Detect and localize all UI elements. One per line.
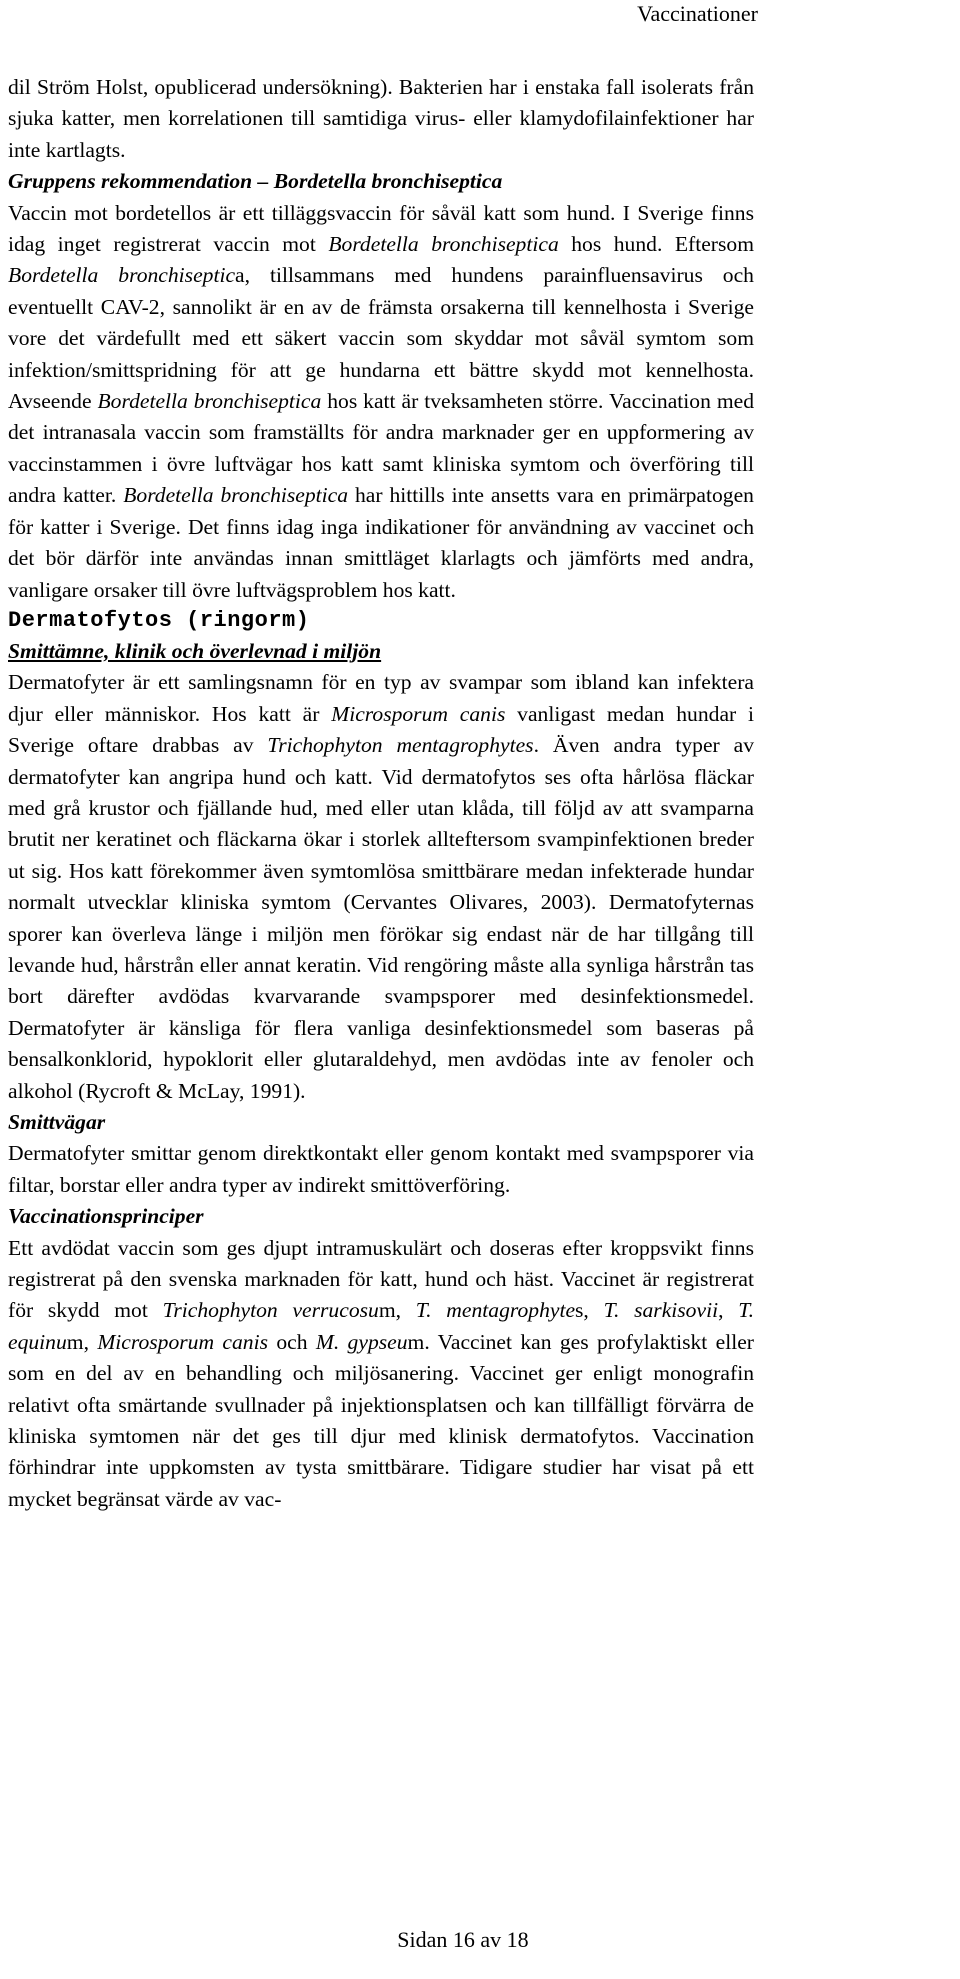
dermatofytos-paragraph-3 xyxy=(8,1233,754,1516)
italic-term: Bordetella bronchiseptica xyxy=(97,389,322,414)
italic-term: Bordetella bronchiseptica xyxy=(123,483,349,508)
text-run: vanligast medan hundar i Sverige oftare drabbas av xyxy=(8,701,755,758)
subheading-smittamne: Smittämne, klinik och överlevnad i miljön xyxy=(8,638,382,663)
section-title-dermatofytos: Dermatofytos (ringorm) xyxy=(8,607,310,633)
italic-term: Trichophyton verrucosu xyxy=(162,1298,379,1323)
text-run: Vaccin mot bordetellos är ett tilläggsvaccin för såväl katt som hund. I Sverige finns idag inget registrerat vaccin mot xyxy=(8,200,754,257)
italic-term: Bordetella bronchiseptica xyxy=(328,232,559,257)
page-body xyxy=(8,72,754,1515)
italic-term: T. sarkisovii xyxy=(603,1298,719,1323)
text-run: m, xyxy=(66,1329,98,1354)
italic-term: T. mentagrophyte xyxy=(415,1298,576,1323)
subheading-smittvagar: Smittvägar xyxy=(8,1110,106,1134)
italic-term: Bordetella bronchiseptic xyxy=(8,263,236,288)
page-footer: Sidan 16 av 18 xyxy=(397,1927,529,1952)
subheading-vaccinationsprinciper: Vaccinationsprinciper xyxy=(8,1204,204,1229)
text-run: hos katt är tveksamheten större. Vaccination med det intranasala vaccin som framställts för andra marknader ger en uppformering av vaccinstammen i övre luftvägar hos katt samt kliniska symtom och överföring till andra katter. xyxy=(8,389,754,508)
text-run: a, tillsammans med hundens parainfluensavirus och eventuellt CAV-2, sannolikt är en av de främsta orsakerna till kennelhosta i Sverige vore det värdefullt med ett säkert vaccin som skyddar mot såväl symtom som infektion/smittspridning för att ge hundarna ett bättre skydd mot kennelhosta. Avseende xyxy=(8,263,754,414)
bordetella-paragraph xyxy=(8,198,754,606)
italic-term: Microsporum canis xyxy=(97,1329,268,1354)
dermatofytos-paragraph-2 xyxy=(8,1138,754,1201)
text-run: och xyxy=(268,1329,316,1354)
text-run: Ett avdödat vaccin som ges djupt intramuskulärt och doseras efter kroppsvikt finns registrerat på den svenska marknaden för katt, hund och häst. Vaccinet är registrerat för skydd mot xyxy=(8,1235,754,1323)
italic-term: Microsporum canis xyxy=(331,701,506,726)
text-run: Dermatofyter är ett samlingsnamn för en typ av svampar som ibland kan infektera djur eller människor. Hos katt är xyxy=(8,670,754,726)
text-run: dil Ström Holst, opublicerad undersökning). Bakterien har i enstaka fall isolerats från sjuka katter, men korrelationen till samtidiga virus- eller klamydofilainfektioner har inte kartlagts. xyxy=(8,75,754,162)
text-run: . Även andra typer av dermatofyter kan angripa hund och katt. Vid dermatofytos ses ofta hårlösa fläckar med grå krustor och fjällande hud, med eller utan klåda, till följd av att svamparna brutit ner keratinet och fläckarna ökar i storlek allteftersom svampinfektionen breder ut sig. Hos katt förekommer även symtomlösa smittbärare medan infekterade hundar normalt utvecklar kliniska symtom (Cervantes Olivares, 2003). Dermatofyternas sporer kan överleva länge i miljön men förökar sig endast när de har tillgång till levande hud, hårstrån eller annat keratin. Vid rengöring måste alla synliga hårstrån tas bort därefter avdödas kvarvarande svampsporer med desinfektionsmedel. Dermatofyter är känsliga för flera vanliga desinfektionsmedel som baseras på bensalkonklorid, hypoklorit eller glutaraldehyd, men avdödas inte av fenoler och alkohol (Rycroft & McLay, 1991). xyxy=(8,733,755,1103)
italic-term: M. gypseu xyxy=(315,1329,408,1354)
italic-term: T. equinu xyxy=(8,1298,755,1354)
bordetella-heading: Gruppens rekommendation – Bordetella bronchiseptica xyxy=(8,169,503,194)
running-header: Vaccinationer xyxy=(637,1,758,26)
text-run: s, xyxy=(575,1298,604,1323)
text-run: , xyxy=(718,1298,739,1323)
text-run: Dermatofyter smittar genom direktkontakt eller genom kontakt med svampsporer via filtar, borstar eller andra typer av indirekt smittöverföring. xyxy=(8,1141,754,1197)
text-run: m, xyxy=(378,1298,416,1323)
intro-paragraph xyxy=(8,72,754,166)
dermatofytos-paragraph-1 xyxy=(8,667,754,1107)
text-run: har hittills inte ansetts vara en primärpatogen för katter i Sverige. Det finns idag inga indikationer för användning av vaccinet och det bör därför inte användas innan smittläget klarlagts och jämförts med andra, vanligare orsaker till övre luftvägsproblem hos katt. xyxy=(8,483,754,602)
text-run: m. Vaccinet kan ges profylaktiskt eller som en del av en behandling och miljösanering. Vaccinet ger enligt monografin relativt ofta smärtande svullnader på injektionsplatsen och kan tillfälligt förvärra de kliniska symtomen när det ges till djur med klinisk dermatofytos. Vaccination förhindrar inte uppkomsten av tysta smittbärare. Tidigare studier har visat på ett mycket begränsat värde av vac- xyxy=(8,1329,754,1511)
text-run: hos hund. Eftersom xyxy=(558,232,754,257)
italic-term: Trichophyton mentagrophytes xyxy=(267,733,534,758)
